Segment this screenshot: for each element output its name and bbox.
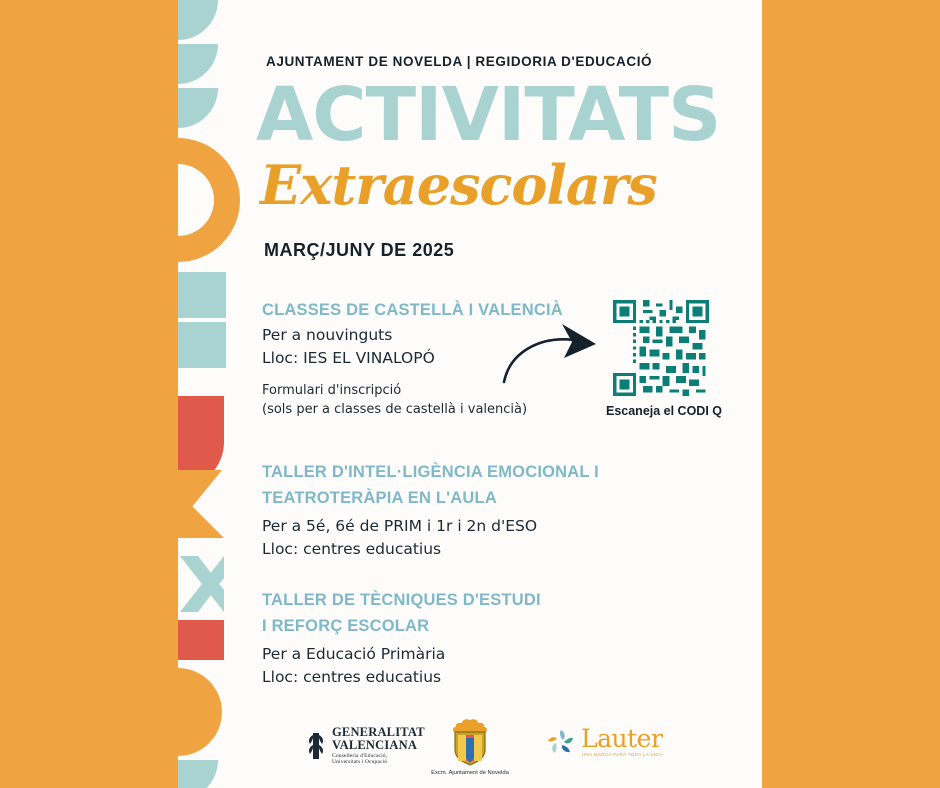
section-title: CLASSES DE CASTELLÀ I VALENCIÀ xyxy=(262,301,563,319)
section-location: Lloc: IES EL VINALOPÓ xyxy=(262,348,435,367)
section-audience: Per a Educació Primària xyxy=(262,645,446,664)
qr-caption: Escaneja el CODI Q xyxy=(605,404,723,418)
registration-note-line2: (sols per a classes de castellà i valencià) xyxy=(262,401,528,417)
logo-row xyxy=(178,712,762,782)
organization-kicker: AJUNTAMENT DE NOVELDA | REGIDORIA D'EDUCACIÓ xyxy=(266,54,653,69)
section-location: Lloc: centres educatius xyxy=(262,668,442,687)
section-title-line2: I REFORÇ ESCOLAR xyxy=(262,616,430,635)
coat-of-arms-icon xyxy=(444,718,496,768)
ajuntament-caption: Excm. Ajuntament de Novelda xyxy=(431,770,509,776)
section-title-line2: TEATROTERÀPIA EN L'AULA xyxy=(262,488,497,507)
qr-code-icon[interactable] xyxy=(613,300,709,396)
logo-lauter xyxy=(546,726,662,757)
logo-ajuntament-novelda xyxy=(410,718,530,776)
generalitat-sub-line2: Universitats i Ocupació xyxy=(332,759,388,766)
generalitat-sub-line1: Conselleria d'Educació, xyxy=(332,753,388,760)
curved-arrow-icon xyxy=(500,318,612,390)
lauter-mark-icon xyxy=(546,727,576,757)
section-title-line1: TALLER DE TÈCNIQUES D'ESTUDI xyxy=(262,591,541,609)
page-subtitle: Extraescolars xyxy=(260,153,657,217)
lauter-tagline: UNA MARCA PARA TODA LA VIDA xyxy=(581,752,663,757)
generalitat-emblem-icon xyxy=(306,731,326,761)
date-range: MARÇ/JUNY DE 2025 xyxy=(264,240,455,260)
section-audience: Per a 5é, 6é de PRIM i 1r i 2n d'ESO xyxy=(262,517,538,536)
lauter-name: Lauter xyxy=(581,724,663,753)
registration-note-line1: Formulari d'inscripció xyxy=(262,383,402,399)
section-audience: Per a nouvinguts xyxy=(262,325,393,344)
section-location: Lloc: centres educatius xyxy=(262,540,442,559)
section-title-line1: TALLER D'INTEL·LIGÈNCIA EMOCIONAL I xyxy=(262,463,599,481)
page-title: ACTIVITATS xyxy=(256,72,721,158)
logo-generalitat-valenciana xyxy=(306,726,425,766)
activity-section-emotional-intelligence xyxy=(262,460,682,562)
qr-code-svg xyxy=(613,300,709,396)
generalitat-name-line2: VALENCIANA xyxy=(332,738,418,753)
generalitat-name-line1: GENERALITAT xyxy=(332,725,425,739)
activity-section-study-techniques xyxy=(262,588,682,690)
